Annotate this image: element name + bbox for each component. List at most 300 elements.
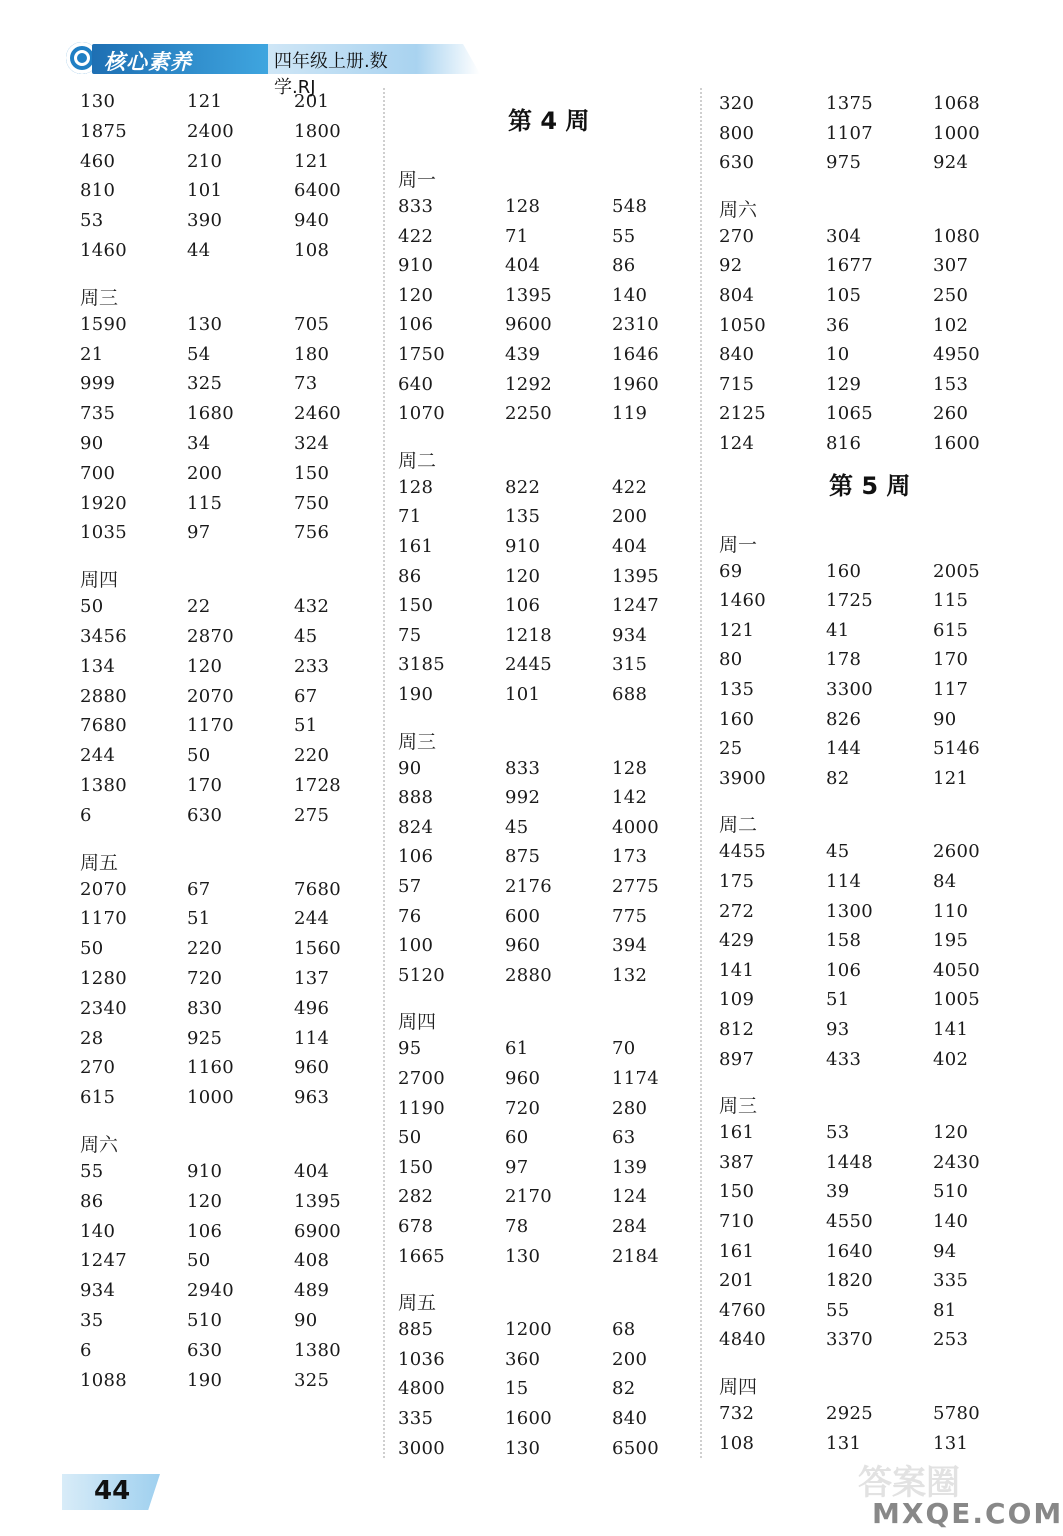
answer-value: 1448 [826, 1151, 874, 1173]
answer-value: 121 [294, 150, 330, 172]
answer-value: 150 [398, 1156, 434, 1178]
answer-value: 2400 [187, 120, 235, 142]
answer-value: 90 [933, 708, 957, 730]
answer-value: 1395 [294, 1190, 342, 1212]
answer-value: 1460 [80, 240, 128, 261]
answer-row [398, 685, 708, 715]
answer-value: 2925 [826, 1403, 874, 1424]
answer-value: 5146 [933, 738, 981, 760]
answer-value: 97 [505, 1156, 529, 1178]
answer-value: 1280 [80, 968, 128, 989]
answer-row [80, 241, 390, 271]
answer-row [80, 211, 390, 241]
answer-row [398, 1158, 708, 1188]
answer-row [398, 1039, 708, 1069]
answer-value: 1725 [826, 590, 874, 612]
answer-value: 86 [612, 255, 636, 277]
answer-value: 2125 [719, 403, 767, 425]
answer-value: 170 [933, 649, 969, 671]
answer-value: 1036 [398, 1348, 446, 1370]
answer-value: 1646 [612, 344, 660, 365]
answer-value: 67 [294, 685, 318, 707]
answer-row [398, 966, 708, 996]
answer-value: 2460 [294, 403, 342, 425]
answer-value: 960 [505, 935, 541, 957]
answer-value: 710 [719, 1211, 755, 1232]
series-logo: 核心素养 [104, 49, 192, 74]
answer-value: 960 [294, 1057, 330, 1079]
answer-value: 106 [398, 846, 434, 868]
answer-value: 44 [187, 240, 211, 261]
day-heading: 周六 [719, 198, 758, 221]
book-title: 四年级上册.数学.RJ [274, 51, 388, 98]
answer-value: 175 [719, 871, 755, 892]
answer-value: 1640 [826, 1240, 874, 1262]
week-heading: 第 5 周 [829, 471, 911, 500]
answer-value: 885 [398, 1319, 434, 1341]
answer-value: 732 [719, 1403, 755, 1424]
answer-value: 496 [294, 997, 330, 1019]
answer-row [80, 969, 390, 999]
answer-value: 335 [398, 1408, 434, 1429]
answer-value: 82 [826, 767, 850, 789]
answer-row [719, 990, 1029, 1020]
answer-row [80, 880, 390, 910]
answer-value: 489 [294, 1280, 330, 1302]
answer-value: 2250 [505, 403, 553, 425]
answer-row [398, 537, 708, 567]
answer-value: 100 [398, 935, 434, 957]
answer-row [80, 315, 390, 345]
answer-value: 25 [719, 738, 743, 760]
answer-value: 90 [294, 1310, 318, 1331]
answer-value: 840 [612, 1408, 648, 1429]
answer-value: 816 [826, 433, 862, 454]
day-heading: 周一 [719, 533, 758, 556]
answer-value: 4800 [398, 1378, 446, 1400]
answer-value: 244 [294, 908, 330, 930]
answer-value: 812 [719, 1019, 755, 1040]
answer-value: 114 [294, 1027, 330, 1049]
answer-value: 55 [612, 225, 636, 247]
answer-value: 387 [719, 1151, 755, 1173]
answer-value: 117 [933, 679, 969, 700]
answer-value: 55 [80, 1161, 104, 1182]
answer-value: 910 [505, 536, 541, 557]
answer-value: 260 [933, 403, 969, 425]
answer-value: 55 [826, 1299, 850, 1321]
answer-value: 93 [826, 1019, 850, 1040]
answer-row [398, 478, 708, 508]
answer-value: 130 [505, 1245, 541, 1267]
answer-value: 315 [612, 654, 648, 676]
answer-value: 510 [187, 1310, 223, 1331]
answer-row [719, 710, 1029, 740]
day-heading: 周二 [398, 449, 437, 472]
page-header [62, 40, 422, 98]
answer-value: 119 [612, 403, 648, 425]
answer-value: 1200 [505, 1319, 553, 1341]
answer-row [719, 1301, 1029, 1331]
answer-value: 141 [719, 959, 755, 981]
answer-value: 200 [187, 462, 223, 484]
answer-value: 121 [187, 91, 223, 112]
answer-row [398, 227, 708, 257]
answer-row [80, 939, 390, 969]
answer-value: 1107 [826, 122, 874, 144]
answer-row [398, 1217, 708, 1247]
answer-value: 2176 [505, 876, 553, 897]
answer-row [80, 523, 390, 553]
answer-row [719, 316, 1029, 346]
answer-value: 875 [505, 846, 541, 868]
answer-value: 307 [933, 255, 969, 277]
answer-row [80, 909, 390, 939]
answer-value: 51 [826, 989, 850, 1011]
answer-value: 140 [80, 1220, 116, 1242]
answer-value: 108 [294, 240, 330, 261]
answer-value: 439 [505, 344, 541, 365]
answer-value: 360 [505, 1348, 541, 1370]
answer-value: 897 [719, 1048, 755, 1070]
answer-value: 1800 [294, 120, 342, 142]
answer-value: 280 [612, 1097, 648, 1119]
answer-value: 90 [80, 433, 104, 454]
answer-row [719, 739, 1029, 769]
answer-value: 120 [187, 1190, 223, 1212]
answer-value: 2870 [187, 626, 235, 647]
answer-value: 705 [294, 313, 330, 335]
answer-value: 134 [80, 655, 116, 677]
answer-value: 161 [719, 1240, 755, 1262]
answer-row [398, 655, 708, 685]
answer-row [398, 1069, 708, 1099]
answer-value: 153 [933, 373, 969, 395]
answer-value: 324 [294, 433, 330, 454]
answer-row [719, 227, 1029, 257]
answer-value: 720 [187, 968, 223, 989]
answer-value: 1000 [187, 1087, 235, 1109]
answer-value: 5120 [398, 964, 446, 986]
day-heading: 周五 [80, 851, 119, 874]
page-number: 44 [94, 1476, 131, 1506]
answer-value: 70 [612, 1038, 636, 1060]
answer-row [719, 124, 1029, 154]
answer-row [80, 464, 390, 494]
answer-value: 1070 [398, 403, 446, 425]
watermark-text: MXQE.COM [872, 1497, 1063, 1530]
answer-value: 615 [80, 1087, 116, 1109]
answer-value: 6 [80, 804, 92, 826]
answer-value: 1395 [505, 284, 553, 306]
answer-value: 925 [187, 1027, 223, 1049]
answer-value: 200 [612, 506, 648, 528]
answer-value: 4550 [826, 1211, 874, 1232]
answer-value: 101 [187, 180, 223, 202]
answer-value: 910 [187, 1161, 223, 1182]
answer-value: 804 [719, 285, 755, 306]
answer-value: 1460 [719, 590, 767, 612]
answer-row [398, 345, 708, 375]
answer-value: 1728 [294, 775, 342, 796]
answer-value: 120 [933, 1122, 969, 1144]
answer-value: 2310 [612, 314, 660, 336]
day-heading: 周四 [719, 1376, 758, 1398]
answer-value: 150 [294, 462, 330, 484]
answer-value: 404 [612, 536, 648, 557]
answer-value: 275 [294, 804, 330, 826]
answer-value: 963 [294, 1087, 330, 1109]
answer-value: 992 [505, 787, 541, 809]
answer-value: 53 [826, 1122, 850, 1144]
answer-row [80, 152, 390, 182]
answer-value: 282 [398, 1186, 434, 1208]
svg-text:答案圈: 答案圈 [858, 1463, 960, 1503]
answer-value: 830 [187, 997, 223, 1019]
answer-value: 735 [80, 403, 116, 425]
answer-row [719, 1020, 1029, 1050]
answer-value: 934 [80, 1280, 116, 1302]
week-heading: 第 4 周 [508, 107, 590, 135]
answer-value: 28 [80, 1027, 104, 1049]
answer-row [80, 1311, 390, 1341]
answer-value: 73 [294, 373, 318, 395]
answer-value: 201 [719, 1270, 755, 1292]
answer-value: 106 [187, 1220, 223, 1242]
answer-row [80, 434, 390, 464]
answer-value: 460 [80, 150, 116, 172]
answer-row [80, 776, 390, 806]
day-heading: 周四 [80, 569, 119, 592]
answer-row [398, 404, 708, 434]
answer-value: 1190 [398, 1097, 446, 1119]
answer-row [719, 931, 1029, 961]
answer-value: 142 [612, 787, 648, 809]
answer-row [398, 1187, 708, 1217]
answer-row [719, 842, 1029, 872]
answer-value: 1380 [80, 775, 128, 796]
answer-row [80, 1222, 390, 1252]
answer-value: 120 [187, 655, 223, 677]
day-heading: 周四 [398, 1011, 437, 1034]
answer-value: 114 [826, 871, 862, 892]
answer-value: 960 [505, 1068, 541, 1089]
answer-value: 53 [80, 210, 104, 232]
answer-value: 1600 [933, 433, 981, 454]
answer-value: 76 [398, 905, 422, 927]
answer-value: 800 [719, 122, 755, 144]
answer-value: 54 [187, 343, 211, 365]
answer-value: 22 [187, 596, 211, 618]
answer-value: 999 [80, 373, 116, 395]
answer-value: 178 [826, 649, 862, 671]
day-heading: 周六 [80, 1134, 119, 1156]
answer-value: 700 [80, 462, 116, 484]
answer-value: 128 [612, 757, 648, 779]
answer-value: 78 [505, 1216, 529, 1237]
answer-value: 1000 [933, 122, 981, 144]
answer-row [80, 181, 390, 211]
answer-value: 270 [80, 1057, 116, 1079]
answer-value: 190 [398, 684, 434, 705]
answer-value: 106 [398, 314, 434, 336]
answer-value: 39 [826, 1181, 850, 1203]
answer-value: 1160 [187, 1057, 235, 1079]
answer-row [398, 936, 708, 966]
answer-value: 630 [187, 804, 223, 826]
answer-value: 1750 [398, 344, 446, 365]
answer-value: 161 [398, 536, 434, 557]
answer-value: 121 [719, 619, 755, 641]
answer-value: 1680 [187, 403, 235, 425]
answer-value: 220 [294, 745, 330, 767]
answer-value: 120 [398, 284, 434, 306]
answer-value: 715 [719, 373, 755, 395]
answer-value: 60 [505, 1127, 529, 1149]
answer-value: 335 [933, 1270, 969, 1292]
answer-value: 190 [187, 1369, 223, 1391]
answer-value: 5780 [933, 1403, 981, 1424]
answer-value: 131 [933, 1432, 969, 1454]
answer-row [398, 1409, 708, 1439]
answer-value: 615 [933, 619, 969, 641]
answer-value: 45 [505, 816, 529, 838]
answer-value: 97 [187, 522, 211, 544]
answer-value: 840 [719, 344, 755, 366]
answer-value: 75 [398, 624, 422, 646]
answer-value: 6 [80, 1339, 92, 1361]
answer-value: 137 [294, 968, 330, 989]
answer-value: 35 [80, 1310, 104, 1331]
answer-value: 2445 [505, 654, 553, 676]
answer-row [80, 1192, 390, 1222]
answer-value: 1395 [612, 565, 660, 587]
answer-value: 408 [294, 1250, 330, 1272]
answer-value: 50 [187, 1250, 211, 1272]
answer-value: 1920 [80, 492, 128, 514]
answer-value: 86 [80, 1190, 104, 1212]
answer-value: 910 [398, 255, 434, 277]
answer-value: 4950 [933, 344, 981, 366]
answer-value: 105 [826, 285, 862, 306]
answer-value: 1590 [80, 313, 128, 335]
answer-value: 1068 [933, 93, 981, 114]
answer-value: 128 [505, 196, 541, 217]
answer-value: 57 [398, 876, 422, 897]
answer-row [80, 1341, 390, 1371]
answer-value: 1677 [826, 255, 874, 277]
answer-row [719, 345, 1029, 375]
answer-row [398, 1320, 708, 1350]
answer-value: 284 [612, 1216, 648, 1237]
answer-value: 51 [294, 715, 318, 737]
answer-row [719, 1271, 1029, 1301]
answer-value: 101 [505, 684, 541, 705]
answer-value: 888 [398, 787, 434, 809]
answer-row [719, 153, 1029, 183]
answer-value: 71 [398, 506, 422, 528]
answer-row [80, 1371, 390, 1401]
answer-value: 1292 [505, 373, 553, 395]
answer-value: 135 [505, 506, 541, 528]
day-heading: 周三 [80, 286, 119, 309]
answer-value: 402 [933, 1048, 969, 1070]
answer-row [80, 494, 390, 524]
answer-value: 36 [826, 314, 850, 336]
answer-value: 173 [612, 846, 648, 868]
answer-row [719, 94, 1029, 124]
answer-row [719, 1404, 1029, 1434]
answer-value: 833 [505, 757, 541, 779]
answer-row [398, 1099, 708, 1129]
answer-value: 2340 [80, 997, 128, 1019]
answer-value: 6900 [294, 1220, 342, 1242]
answer-value: 141 [933, 1019, 969, 1040]
answer-value: 253 [933, 1329, 969, 1351]
answer-value: 10 [826, 344, 850, 366]
answer-row [719, 591, 1029, 621]
answer-row [80, 627, 390, 657]
answer-value: 4050 [933, 959, 981, 981]
answer-row [398, 1379, 708, 1409]
answer-value: 2070 [80, 878, 128, 900]
answer-value: 109 [719, 989, 755, 1011]
answer-value: 325 [294, 1369, 330, 1391]
answer-row [719, 286, 1029, 316]
answer-value: 422 [398, 225, 434, 247]
answer-value: 158 [826, 930, 862, 952]
answer-row [80, 122, 390, 152]
answer-value: 1375 [826, 93, 874, 114]
answer-value: 1247 [80, 1250, 128, 1272]
answer-value: 233 [294, 655, 330, 677]
answer-value: 3000 [398, 1437, 446, 1459]
answer-value: 195 [933, 930, 969, 952]
answer-value: 3900 [719, 767, 767, 789]
answer-row [398, 197, 708, 227]
answer-value: 82 [612, 1378, 636, 1400]
answer-value: 90 [398, 757, 422, 779]
answer-value: 41 [826, 619, 850, 641]
answer-row [398, 759, 708, 789]
answer-row [719, 375, 1029, 405]
answer-value: 429 [719, 930, 755, 952]
answer-value: 3370 [826, 1329, 874, 1351]
answer-row [719, 1153, 1029, 1183]
answer-value: 250 [933, 285, 969, 306]
answer-value: 67 [187, 878, 211, 900]
answer-value: 272 [719, 900, 755, 922]
answer-value: 210 [187, 150, 223, 172]
answer-row [398, 596, 708, 626]
answer-value: 201 [294, 91, 330, 112]
answer-value: 94 [933, 1240, 957, 1262]
answer-value: 325 [187, 373, 223, 395]
answer-value: 124 [612, 1186, 648, 1208]
answer-value: 2070 [187, 685, 235, 707]
answer-value: 140 [612, 284, 648, 306]
answer-value: 2600 [933, 841, 981, 863]
answer-row [398, 1439, 708, 1469]
answer-value: 244 [80, 745, 116, 767]
answer-row [719, 434, 1029, 464]
answer-value: 630 [719, 152, 755, 174]
answer-value: 50 [187, 745, 211, 767]
answer-row [719, 404, 1029, 434]
answer-value: 824 [398, 816, 434, 838]
answer-value: 975 [826, 152, 862, 174]
answer-value: 15 [505, 1378, 529, 1400]
